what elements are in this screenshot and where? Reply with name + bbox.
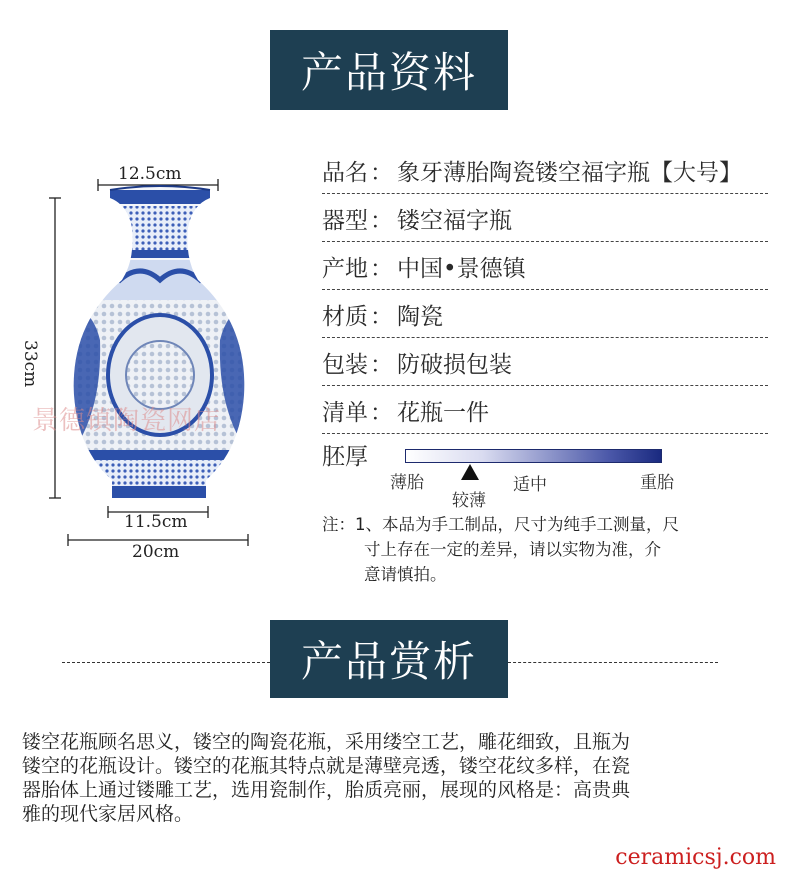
spec-separator: ： — [370, 399, 393, 426]
spec-row-name — [322, 146, 768, 194]
thickness-gradient-bar — [405, 449, 662, 463]
spec-row-contents — [322, 386, 768, 434]
size-note — [322, 512, 782, 587]
product-description — [22, 730, 772, 826]
dim-height: 33cm — [20, 340, 40, 388]
spec-value: 镂空福字瓶 — [397, 207, 512, 234]
description-line: 镂空的花瓶设计。镂空的花瓶其特点就是薄壁亮透，镂空花纹多样，在瓷 — [22, 755, 631, 777]
spec-separator: ： — [370, 159, 393, 186]
dim-mouth-width: 12.5cm — [118, 164, 182, 184]
spec-row-material — [322, 290, 768, 338]
spec-row-packaging — [322, 338, 768, 386]
spec-row-origin — [322, 242, 768, 290]
scale-heavy: 重胎 — [640, 473, 674, 493]
note-line: 寸上存在一定的差异，请以实物为准，介 — [364, 540, 661, 559]
divider-right — [508, 662, 718, 663]
spec-label: 产地 — [322, 255, 368, 282]
spec-value: 花瓶一件 — [397, 399, 489, 426]
section-title-product-info: 产品资料 — [270, 30, 508, 110]
scale-thinner-selected: 较薄 — [452, 491, 486, 511]
description-line: 镂空花瓶顾名思义，镂空的陶瓷花瓶，采用缕空工艺，雕花细致，且瓶为 — [22, 731, 631, 753]
spec-label: 包装 — [322, 351, 368, 378]
note-line: 注：1、本品为手工制品，尺寸为纯手工测量，尺 — [322, 515, 679, 534]
spec-value: 中国•景德镇 — [397, 255, 526, 282]
description-line: 器胎体上通过镂雕工艺，选用瓷制作，胎质亮丽，展现的风格是：高贵典 — [22, 779, 631, 801]
divider — [322, 433, 768, 434]
spec-separator: ： — [370, 255, 393, 282]
spec-row-type — [322, 194, 768, 242]
spec-value: 防破损包装 — [397, 351, 512, 378]
section-title-product-appreciation: 产品赏析 — [270, 620, 508, 698]
scale-thin: 薄胎 — [390, 473, 424, 493]
spec-label: 品名 — [322, 159, 368, 186]
description-line: 雅的现代家居风格。 — [22, 803, 194, 825]
dim-base-width: 11.5cm — [124, 512, 188, 532]
dim-body-width: 20cm — [132, 542, 180, 562]
spec-value: 象牙薄胎陶瓷镂空福字瓶【大号】 — [397, 159, 742, 186]
thickness-label: 胚厚 — [322, 444, 368, 470]
vase-dimension-panel — [20, 150, 300, 580]
spec-label: 器型 — [322, 207, 368, 234]
spec-value: 陶瓷 — [397, 303, 443, 330]
vase-body — [60, 180, 260, 510]
spec-separator: ： — [370, 303, 393, 330]
divider-left — [62, 662, 270, 663]
store-watermark: 景德镇陶瓷网店 — [32, 406, 222, 436]
spec-separator: ： — [370, 207, 393, 234]
spec-label: 清单 — [322, 399, 368, 426]
note-line: 意请慎拍。 — [364, 565, 447, 584]
up-triangle-marker-icon — [461, 464, 479, 480]
scale-medium: 适中 — [513, 475, 547, 495]
spec-label: 材质 — [322, 303, 368, 330]
spec-separator: ： — [370, 351, 393, 378]
site-watermark: ceramicsj.com — [615, 845, 776, 870]
